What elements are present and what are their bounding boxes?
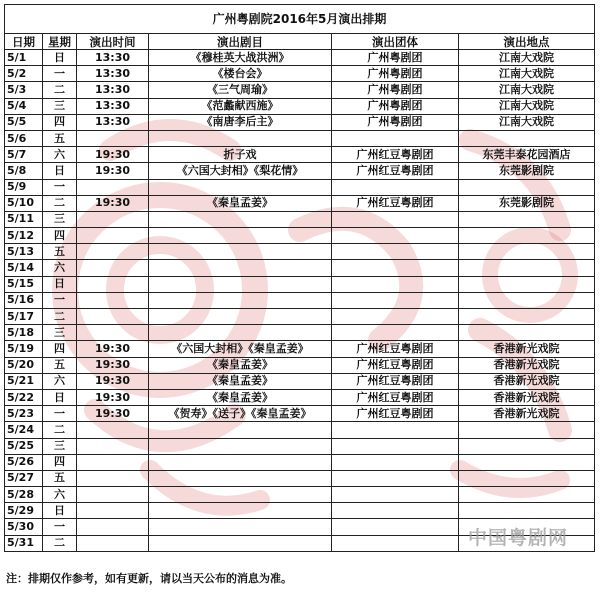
bottom-blank-venue bbox=[459, 551, 595, 566]
cell-time bbox=[77, 179, 149, 195]
table-row bbox=[5, 260, 595, 276]
cell-weekday: 一 bbox=[43, 179, 77, 195]
cell-venue bbox=[459, 487, 595, 503]
cell-troupe: 广州红豆粤剧团 bbox=[332, 406, 459, 422]
cell-time bbox=[77, 454, 149, 470]
table-row bbox=[5, 406, 595, 422]
col-venue: 演出地点 bbox=[459, 34, 595, 50]
cell-date: 5/6 bbox=[5, 130, 43, 146]
cell-troupe bbox=[332, 244, 459, 260]
cell-weekday: 五 bbox=[43, 470, 77, 486]
table-row bbox=[5, 211, 595, 227]
bottom-blank-date bbox=[5, 551, 43, 566]
cell-time bbox=[77, 422, 149, 438]
cell-time bbox=[77, 503, 149, 519]
cell-venue bbox=[459, 211, 595, 227]
cell-program bbox=[149, 276, 332, 292]
bottom-blank-troupe bbox=[332, 551, 459, 566]
cell-date: 5/21 bbox=[5, 373, 43, 389]
cell-time bbox=[77, 309, 149, 325]
header-row bbox=[5, 34, 595, 50]
cell-time bbox=[77, 276, 149, 292]
cell-time: 19:30 bbox=[77, 373, 149, 389]
cell-troupe bbox=[332, 211, 459, 227]
table-row bbox=[5, 357, 595, 373]
cell-program bbox=[149, 260, 332, 276]
cell-date: 5/31 bbox=[5, 535, 43, 551]
cell-date: 5/3 bbox=[5, 82, 43, 98]
table-row bbox=[5, 228, 595, 244]
table-row bbox=[5, 325, 595, 341]
cell-troupe bbox=[332, 130, 459, 146]
cell-troupe: 广州粤剧团 bbox=[332, 98, 459, 114]
cell-troupe: 广州粤剧团 bbox=[332, 82, 459, 98]
cell-venue bbox=[459, 130, 595, 146]
cell-troupe bbox=[332, 503, 459, 519]
cell-date: 5/14 bbox=[5, 260, 43, 276]
cell-venue bbox=[459, 179, 595, 195]
cell-troupe: 广州红豆粤剧团 bbox=[332, 357, 459, 373]
table-row bbox=[5, 487, 595, 503]
cell-time: 19:30 bbox=[77, 163, 149, 179]
table-row bbox=[5, 98, 595, 114]
cell-weekday: 四 bbox=[43, 454, 77, 470]
cell-venue: 香港新光戏院 bbox=[459, 406, 595, 422]
cell-weekday: 日 bbox=[43, 276, 77, 292]
cell-venue bbox=[459, 503, 595, 519]
cell-date: 5/2 bbox=[5, 66, 43, 82]
cell-weekday: 一 bbox=[43, 66, 77, 82]
cell-program bbox=[149, 309, 332, 325]
col-troupe: 演出团体 bbox=[332, 34, 459, 50]
cell-venue bbox=[459, 454, 595, 470]
table-row bbox=[5, 309, 595, 325]
cell-program bbox=[149, 438, 332, 454]
cell-troupe: 广州粤剧团 bbox=[332, 114, 459, 130]
cell-weekday: 日 bbox=[43, 389, 77, 405]
cell-weekday: 四 bbox=[43, 341, 77, 357]
cell-troupe bbox=[332, 309, 459, 325]
col-time: 演出时间 bbox=[77, 34, 149, 50]
cell-program bbox=[149, 519, 332, 535]
cell-time bbox=[77, 211, 149, 227]
cell-date: 5/9 bbox=[5, 179, 43, 195]
cell-venue: 香港新光戏院 bbox=[459, 357, 595, 373]
cell-program: 《南唐李后主》 bbox=[149, 114, 332, 130]
cell-troupe bbox=[332, 438, 459, 454]
cell-date: 5/13 bbox=[5, 244, 43, 260]
cell-weekday: 六 bbox=[43, 147, 77, 163]
cell-date: 5/16 bbox=[5, 292, 43, 308]
cell-time: 19:30 bbox=[77, 147, 149, 163]
cell-time: 13:30 bbox=[77, 82, 149, 98]
cell-troupe: 广州红豆粤剧团 bbox=[332, 147, 459, 163]
cell-troupe: 广州红豆粤剧团 bbox=[332, 389, 459, 405]
cell-time: 19:30 bbox=[77, 389, 149, 405]
cell-weekday: 六 bbox=[43, 487, 77, 503]
cell-program: 《秦皇孟姜》 bbox=[149, 195, 332, 211]
cell-weekday: 二 bbox=[43, 82, 77, 98]
table-row bbox=[5, 179, 595, 195]
cell-program: 《范蠡献西施》 bbox=[149, 98, 332, 114]
table-row bbox=[5, 438, 595, 454]
cell-date: 5/8 bbox=[5, 163, 43, 179]
cell-venue: 江南大戏院 bbox=[459, 98, 595, 114]
cell-troupe bbox=[332, 470, 459, 486]
cell-venue: 江南大戏院 bbox=[459, 82, 595, 98]
cell-time bbox=[77, 292, 149, 308]
cell-troupe: 广州红豆粤剧团 bbox=[332, 195, 459, 211]
cell-date: 5/17 bbox=[5, 309, 43, 325]
cell-date: 5/7 bbox=[5, 147, 43, 163]
cell-time bbox=[77, 470, 149, 486]
cell-program bbox=[149, 325, 332, 341]
cell-troupe bbox=[332, 260, 459, 276]
cell-troupe: 广州红豆粤剧团 bbox=[332, 341, 459, 357]
cell-troupe: 广州红豆粤剧团 bbox=[332, 373, 459, 389]
cell-weekday: 三 bbox=[43, 211, 77, 227]
cell-time: 13:30 bbox=[77, 50, 149, 66]
cell-date: 5/29 bbox=[5, 503, 43, 519]
cell-date: 5/19 bbox=[5, 341, 43, 357]
cell-program: 《三气周瑜》 bbox=[149, 82, 332, 98]
cell-troupe bbox=[332, 325, 459, 341]
cell-time bbox=[77, 244, 149, 260]
cell-weekday: 二 bbox=[43, 422, 77, 438]
cell-time bbox=[77, 228, 149, 244]
cell-time: 13:30 bbox=[77, 66, 149, 82]
cell-program bbox=[149, 422, 332, 438]
cell-venue: 江南大戏院 bbox=[459, 66, 595, 82]
cell-time bbox=[77, 535, 149, 551]
footnote: 注：排期仅作参考，如有更新，请以当天公布的消息为准。 bbox=[6, 572, 292, 585]
cell-venue bbox=[459, 309, 595, 325]
table-title: 广州粤剧院2016年5月演出排期 bbox=[5, 5, 595, 34]
table-row bbox=[5, 66, 595, 82]
cell-program: 《穆桂英大战洪洲》 bbox=[149, 50, 332, 66]
cell-venue: 香港新光戏院 bbox=[459, 389, 595, 405]
cell-venue bbox=[459, 325, 595, 341]
cell-program: 折子戏 bbox=[149, 147, 332, 163]
cell-troupe: 广州红豆粤剧团 bbox=[332, 163, 459, 179]
cell-time bbox=[77, 487, 149, 503]
bottom-blank-weekday bbox=[43, 551, 77, 566]
table-row bbox=[5, 82, 595, 98]
cell-venue bbox=[459, 422, 595, 438]
cell-troupe bbox=[332, 519, 459, 535]
cell-troupe: 广州粤剧团 bbox=[332, 50, 459, 66]
cell-program: 《六国大封相》《梨花情》 bbox=[149, 163, 332, 179]
cell-date: 5/12 bbox=[5, 228, 43, 244]
cell-date: 5/18 bbox=[5, 325, 43, 341]
cell-troupe bbox=[332, 535, 459, 551]
cell-time: 13:30 bbox=[77, 98, 149, 114]
cell-date: 5/28 bbox=[5, 487, 43, 503]
cell-weekday: 一 bbox=[43, 406, 77, 422]
cell-date: 5/5 bbox=[5, 114, 43, 130]
cell-venue bbox=[459, 276, 595, 292]
cell-venue: 东莞影剧院 bbox=[459, 163, 595, 179]
cell-weekday: 二 bbox=[43, 195, 77, 211]
bottom-blank-time bbox=[77, 551, 149, 566]
cell-program bbox=[149, 244, 332, 260]
cell-troupe bbox=[332, 487, 459, 503]
table-row bbox=[5, 244, 595, 260]
cell-date: 5/22 bbox=[5, 389, 43, 405]
cell-troupe: 广州粤剧团 bbox=[332, 66, 459, 82]
cell-program bbox=[149, 228, 332, 244]
cell-program bbox=[149, 211, 332, 227]
schedule-table bbox=[4, 4, 595, 566]
cell-weekday: 二 bbox=[43, 309, 77, 325]
cell-date: 5/27 bbox=[5, 470, 43, 486]
cell-program bbox=[149, 535, 332, 551]
cell-venue: 香港新光戏院 bbox=[459, 373, 595, 389]
cell-troupe bbox=[332, 292, 459, 308]
table-row bbox=[5, 454, 595, 470]
cell-program bbox=[149, 487, 332, 503]
cell-time: 19:30 bbox=[77, 341, 149, 357]
table-row bbox=[5, 50, 595, 66]
cell-program: 《秦皇孟姜》 bbox=[149, 373, 332, 389]
cell-date: 5/26 bbox=[5, 454, 43, 470]
cell-weekday: 四 bbox=[43, 228, 77, 244]
cell-troupe bbox=[332, 228, 459, 244]
cell-program bbox=[149, 179, 332, 195]
cell-venue: 江南大戏院 bbox=[459, 50, 595, 66]
table-row bbox=[5, 195, 595, 211]
cell-program: 《秦皇孟姜》 bbox=[149, 389, 332, 405]
cell-weekday: 日 bbox=[43, 163, 77, 179]
cell-weekday: 五 bbox=[43, 357, 77, 373]
table-row bbox=[5, 114, 595, 130]
cell-program bbox=[149, 503, 332, 519]
cell-date: 5/1 bbox=[5, 50, 43, 66]
cell-venue: 江南大戏院 bbox=[459, 114, 595, 130]
table-row bbox=[5, 422, 595, 438]
cell-weekday: 五 bbox=[43, 244, 77, 260]
cell-time bbox=[77, 519, 149, 535]
cell-weekday: 五 bbox=[43, 130, 77, 146]
cell-weekday: 日 bbox=[43, 50, 77, 66]
cell-weekday: 六 bbox=[43, 373, 77, 389]
cell-program: 《六国大封相》《秦皇孟姜》 bbox=[149, 341, 332, 357]
table-row bbox=[5, 276, 595, 292]
cell-time bbox=[77, 325, 149, 341]
col-weekday: 星期 bbox=[43, 34, 77, 50]
cell-date: 5/24 bbox=[5, 422, 43, 438]
cell-venue bbox=[459, 244, 595, 260]
cell-date: 5/30 bbox=[5, 519, 43, 535]
cell-troupe bbox=[332, 276, 459, 292]
cell-weekday: 三 bbox=[43, 98, 77, 114]
brand-watermark: 中国粤剧网 bbox=[468, 527, 569, 549]
cell-date: 5/20 bbox=[5, 357, 43, 373]
cell-time bbox=[77, 438, 149, 454]
table-row bbox=[5, 147, 595, 163]
cell-date: 5/25 bbox=[5, 438, 43, 454]
cell-weekday: 六 bbox=[43, 260, 77, 276]
cell-program: 《秦皇孟姜》 bbox=[149, 357, 332, 373]
cell-weekday: 二 bbox=[43, 535, 77, 551]
cell-venue bbox=[459, 470, 595, 486]
cell-weekday: 日 bbox=[43, 503, 77, 519]
cell-date: 5/11 bbox=[5, 211, 43, 227]
cell-weekday: 三 bbox=[43, 325, 77, 341]
cell-program bbox=[149, 130, 332, 146]
cell-weekday: 一 bbox=[43, 519, 77, 535]
table-row bbox=[5, 503, 595, 519]
cell-venue bbox=[459, 438, 595, 454]
cell-venue bbox=[459, 292, 595, 308]
cell-time bbox=[77, 260, 149, 276]
cell-troupe bbox=[332, 179, 459, 195]
table-row bbox=[5, 373, 595, 389]
table-row bbox=[5, 389, 595, 405]
table-row bbox=[5, 130, 595, 146]
cell-venue: 东莞丰泰花园酒店 bbox=[459, 147, 595, 163]
cell-time: 19:30 bbox=[77, 357, 149, 373]
cell-time: 13:30 bbox=[77, 114, 149, 130]
cell-program: 《楼台会》 bbox=[149, 66, 332, 82]
cell-time: 19:30 bbox=[77, 406, 149, 422]
cell-date: 5/23 bbox=[5, 406, 43, 422]
table-row bbox=[5, 292, 595, 308]
col-program: 演出剧目 bbox=[149, 34, 332, 50]
cell-time bbox=[77, 130, 149, 146]
cell-weekday: 四 bbox=[43, 114, 77, 130]
cell-troupe bbox=[332, 422, 459, 438]
table-row bbox=[5, 470, 595, 486]
cell-program bbox=[149, 454, 332, 470]
cell-venue: 香港新光戏院 bbox=[459, 341, 595, 357]
bottom-blank-program bbox=[149, 551, 332, 566]
cell-date: 5/15 bbox=[5, 276, 43, 292]
table-row bbox=[5, 163, 595, 179]
cell-date: 5/4 bbox=[5, 98, 43, 114]
cell-venue bbox=[459, 260, 595, 276]
cell-program bbox=[149, 470, 332, 486]
cell-venue bbox=[459, 228, 595, 244]
cell-venue: 东莞影剧院 bbox=[459, 195, 595, 211]
cell-program bbox=[149, 292, 332, 308]
table-row bbox=[5, 341, 595, 357]
col-date: 日期 bbox=[5, 34, 43, 50]
cell-program: 《贺寿》《送子》《秦皇孟姜》 bbox=[149, 406, 332, 422]
cell-weekday: 三 bbox=[43, 438, 77, 454]
cell-date: 5/10 bbox=[5, 195, 43, 211]
cell-time: 19:30 bbox=[77, 195, 149, 211]
cell-troupe bbox=[332, 454, 459, 470]
cell-weekday: 一 bbox=[43, 292, 77, 308]
